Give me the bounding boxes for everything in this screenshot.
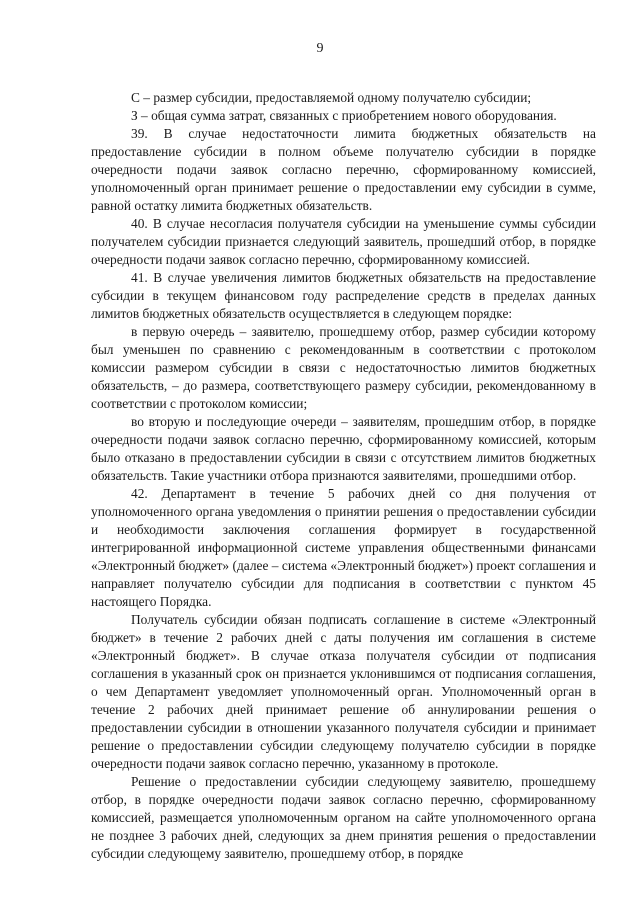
- paragraph-formula-c: С – размер субсидии, предоставляемой одному получателю субсидии;: [131, 90, 532, 105]
- document-body: [91, 89, 596, 863]
- paragraph-41-second-priority: во вторую и последующие очереди – заявителям, прошедшим отбор, в порядке очередности подачи заявок согласно перечню, сформированному комиссией, которым было отказано в предоставлении субсидии в связи с отсутствием лимитов бюджетных обязательств. Такие участники отбора признаются заявителями, прошедшими отбор.: [91, 414, 596, 483]
- paragraph-41-first-priority: в первую очередь – заявителю, прошедшему отбор, размер субсидии которому был уменьшен по сравнению с рекомендованным в соответствии с протоколом комиссии размером субсидии в связи с недостаточностью лимитов бюджетных обязательств, – до размера, соответствующего размеру субсидии, рекомендованному в соответствии с протоколом комиссии;: [91, 324, 596, 411]
- paragraph-42-next-recipient: Решение о предоставлении субсидии следующему заявителю, прошедшему отбор, в порядке очередности подачи заявок согласно перечню, сформированному комиссией, размещается уполномоченным органом на сайте уполномоченного органа не позднее 3 рабочих дней, следующих за днем принятия решения о предоставлении субсидии следующему заявителю, прошедшему отбор, в порядке: [91, 774, 596, 861]
- page-number: 9: [316, 41, 324, 56]
- paragraph-42: 42. Департамент в течение 5 рабочих дней со дня получения от уполномоченного органа уведомления о принятии решения о предоставлении субсидии и необходимости заключения соглашения формирует в государственной интегрированной информационной системе управления общественными финансами «Электронный бюджет» (далее – система «Электронный бюджет») проект соглашения и направляет получателю субсидии для подписания в соответствии с пунктом 45 настоящего Порядка.: [91, 486, 596, 609]
- paragraph-formula-z: З – общая сумма затрат, связанных с приобретением нового оборудования.: [131, 108, 557, 123]
- paragraph-40: 40. В случае несогласия получателя субсидии на уменьшение суммы субсидии получателем субсидии признается следующий заявитель, прошедший отбор, в порядке очередности подачи заявок согласно перечню, сформированному комиссией.: [91, 216, 596, 267]
- paragraph-39: 39. В случае недостаточности лимита бюджетных обязательств на предоставление субсидии в полном объеме получателю субсидии в порядке очередности подачи заявок согласно перечню, сформированному комиссией, уполномоченный орган принимает решение о предоставлении ему субсидии в сумме, равной остатку лимита бюджетных обязательств.: [91, 126, 596, 213]
- paragraph-41: 41. В случае увеличения лимитов бюджетных обязательств на предоставление субсидии в текущем финансовом году распределение средств в пределах данных лимитов бюджетных обязательств осуществляется в следующем порядке:: [91, 270, 596, 321]
- paragraph-42-signing: Получатель субсидии обязан подписать соглашение в системе «Электронный бюджет» в течение 2 рабочих дней с даты получения им соглашения в системе «Электронный бюджет». В случае отказа получателя субсидии от подписания соглашения в указанный срок он признается уклонившимся от подписания соглашения, о чем Департамент уведомляет уполномоченный орган. Уполномоченный орган в течение 2 рабочих дней принимает решение об аннулировании решения о предоставлении субсидии в отношении указанного получателя субсидии и принимает решение о предоставлении субсидии следующему получателю субсидии в порядке очередности подачи заявок согласно перечню, указанному в протоколе.: [91, 612, 596, 771]
